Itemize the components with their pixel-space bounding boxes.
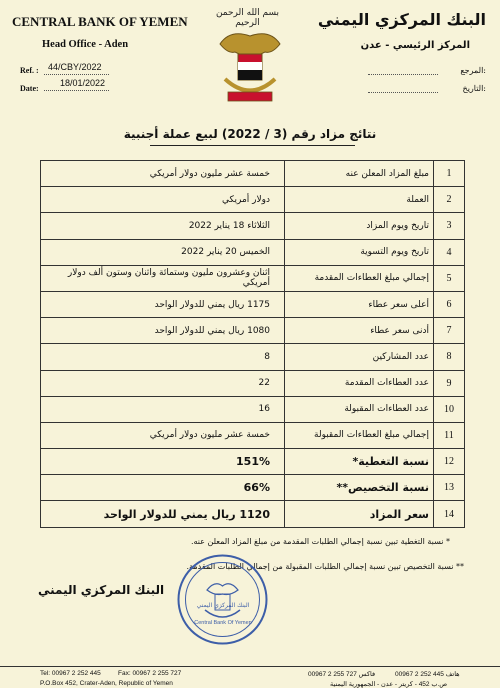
table-row [41,265,465,291]
table-row [41,475,465,501]
table-row [41,291,465,317]
footer-tel-ar: هاتف 445 252 2 00967 [395,671,460,678]
row-number: 12 [434,449,465,475]
row-value: 66% [41,475,285,501]
footer-address-ar: ص.ب 452 - كريتر - عدن - الجمهورية اليمنية [330,681,448,688]
row-label: نسبة التخصيص** [285,475,434,501]
table-row [41,422,465,448]
row-number: 11 [434,422,465,448]
row-value: 16 [41,396,285,422]
row-label: أعلى سعر عطاء [285,291,434,317]
signature: البنك المركزي اليمني [38,583,165,597]
row-number: 1 [434,161,465,187]
table-row [41,344,465,370]
row-label: إجمالي مبلغ العطاءات المقبولة [285,422,434,448]
date-value: 18/01/2022 [60,78,106,88]
row-label: تاريخ ويوم المزاد [285,213,434,239]
date-label: Date: [20,84,39,93]
footer-fax-ar: فاكس 727 255 2 00967 [308,671,376,678]
basmala-text: بسم الله الرحمن الرحيم [215,8,280,28]
bank-stamp-icon [175,552,270,651]
date-label-ar: التاريخ: [462,84,486,93]
footer-fax-en: Fax: 00967 2 255 727 [118,670,182,677]
row-label: نسبة التغطية* [285,449,434,475]
table-row [41,370,465,396]
table-row [41,161,465,187]
note-allocation: ** نسبة التخصيص تبين نسبة إجمالي الطلبات المقبولة من إجمالي الطلبات المقدمة. [186,562,464,571]
row-label: العملة [285,187,434,213]
bank-name-en: CENTRAL BANK OF YEMEN [12,14,188,29]
ref-label: Ref. : [20,66,39,75]
stamp-text-ar: البنك المركزي اليمني [196,602,250,609]
row-number: 10 [434,396,465,422]
row-value: اثنان وعشرون مليون وستمائة واثنان وستون ألف دولار أمريكي [41,265,285,291]
table-row [41,501,465,527]
row-value: خمسة عشر مليون دولار أمريكي [41,422,285,448]
table-row [41,213,465,239]
row-number: 2 [434,187,465,213]
row-value: خمسة عشر مليون دولار أمريكي [41,161,285,187]
row-value: 151% [41,449,285,475]
row-value: 1080 ريال يمني للدولار الواحد [41,318,285,344]
office-name-en: Head Office - Aden [42,39,129,50]
table-row [41,187,465,213]
row-label: مبلغ المزاد المعلن عنه [285,161,434,187]
row-label: أدنى سعر عطاء [285,318,434,344]
document-title: نتائج مزاد رقم (3 / 2022) لبيع عملة أجنبية [123,127,377,141]
footer-tel-en: Tel: 00967 2 252 445 [40,670,101,677]
row-label: عدد العطاءات المقبولة [285,396,434,422]
row-number: 8 [434,344,465,370]
row-value: 1120 ريال يمني للدولار الواحد [41,501,285,527]
bank-name-ar: البنك المركزي اليمني [317,10,486,29]
table-row [41,239,465,265]
row-label: سعر المزاد [285,501,434,527]
ref-label-ar: المرجع: [460,66,486,75]
row-number: 7 [434,318,465,344]
row-number: 3 [434,213,465,239]
row-value: الثلاثاء 18 يناير 2022 [41,213,285,239]
row-number: 6 [434,291,465,317]
row-value: 1175 ريال يمني للدولار الواحد [41,291,285,317]
office-name-ar: المركز الرئيسي - عدن [360,40,470,51]
note-coverage: * نسبة التغطية تبين نسبة إجمالي الطلبات المقدمة من مبلغ المزاد المعلن عنه. [190,537,450,546]
row-value: الخميس 20 يناير 2022 [41,239,285,265]
row-value: 8 [41,344,285,370]
row-label: عدد المشاركين [285,344,434,370]
row-number: 9 [434,370,465,396]
row-label: عدد العطاءات المقدمة [285,370,434,396]
table-row [41,318,465,344]
row-number: 4 [434,239,465,265]
stamp-text-en: Central Bank Of Yemen [194,620,252,626]
row-number: 13 [434,475,465,501]
table-row [41,396,465,422]
row-value: دولار أمريكي [41,187,285,213]
yemen-emblem-icon [210,24,290,113]
row-number: 14 [434,501,465,527]
row-value: 22 [41,370,285,396]
row-number: 5 [434,265,465,291]
row-label: تاريخ ويوم التسوية [285,239,434,265]
ref-value: 44/CBY/2022 [48,62,102,72]
row-label: إجمالي مبلغ العطاءات المقدمة [285,265,434,291]
table-row [41,449,465,475]
auction-results-table [40,160,465,528]
footer-address-en: P.O.Box 452, Crater-Aden, Republic of Yemen [40,680,173,687]
